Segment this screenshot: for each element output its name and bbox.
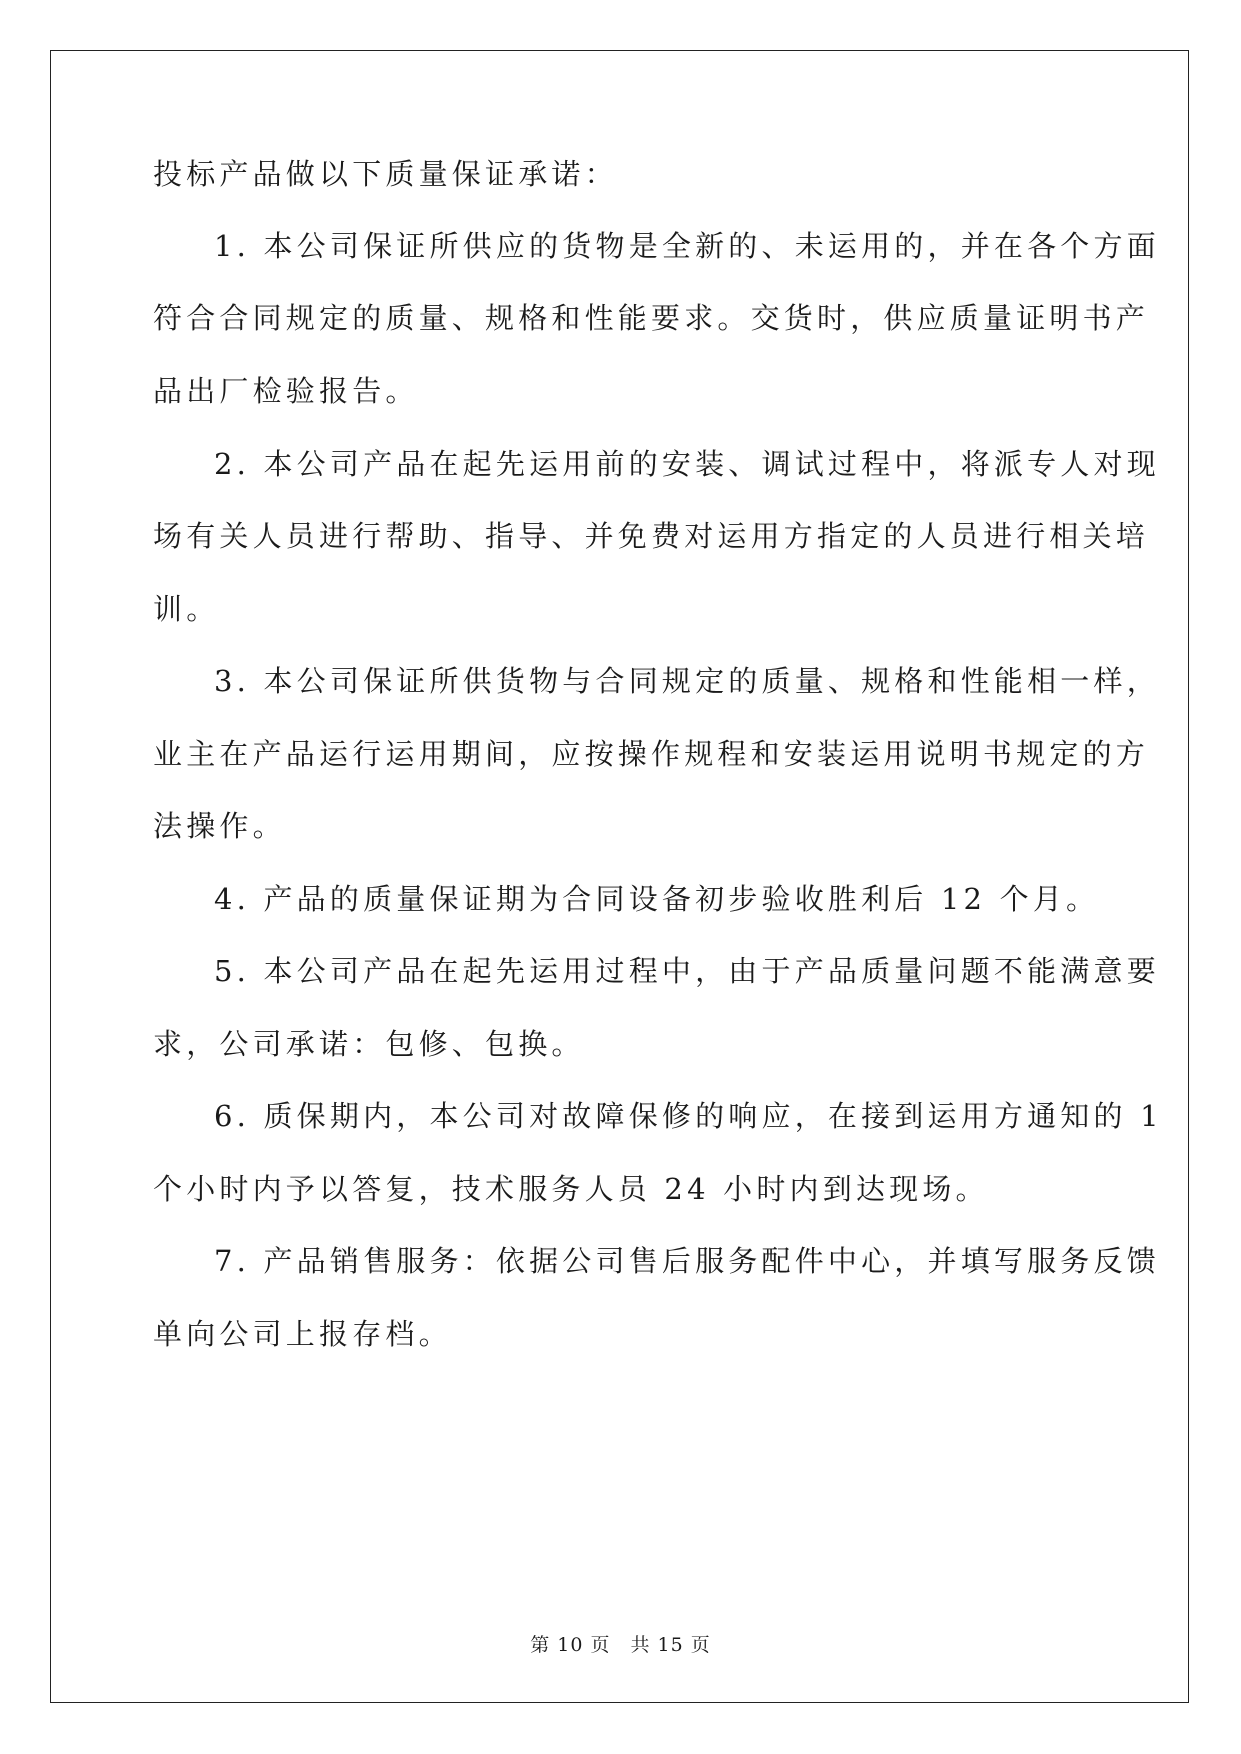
item-1-line-3: 品出厂检验报告。 xyxy=(153,374,419,408)
item-7-line-1: 7. 产品销售服务：依据公司售后服务配件中心，并填写服务反馈 xyxy=(214,1244,1160,1278)
item-1-line-1: 1. 本公司保证所供应的货物是全新的、未运用的，并在各个方面 xyxy=(214,229,1160,263)
item-6-line-2: 个小时内予以答复，技术服务人员 24 小时内到达现场。 xyxy=(153,1172,989,1206)
intro-line: 投标产品做以下质量保证承诺： xyxy=(153,157,618,191)
item-2-line-1: 2. 本公司产品在起先运用前的安装、调试过程中，将派专人对现 xyxy=(214,447,1160,481)
item-6-line-1: 6. 质保期内，本公司对故障保修的响应，在接到运用方通知的 1 xyxy=(214,1099,1163,1133)
item-1-line-2: 符合合同规定的质量、规格和性能要求。交货时，供应质量证明书产 xyxy=(153,301,1150,335)
page-number: 第 10 页 共 15 页 xyxy=(530,1634,711,1656)
item-5-line-2: 求，公司承诺：包修、包换。 xyxy=(153,1027,585,1061)
item-5-line-1: 5. 本公司产品在起先运用过程中，由于产品质量问题不能满意要 xyxy=(214,954,1160,988)
item-7-line-2: 单向公司上报存档。 xyxy=(153,1317,452,1351)
page-border xyxy=(50,50,1189,1703)
item-3-line-2: 业主在产品运行运用期间，应按操作规程和安装运用说明书规定的方 xyxy=(153,737,1150,771)
item-3-line-3: 法操作。 xyxy=(153,809,286,843)
item-2-line-2: 场有关人员进行帮助、指导、并免费对运用方指定的人员进行相关培 xyxy=(153,519,1150,553)
item-2-line-3: 训。 xyxy=(153,592,220,626)
item-3-line-1: 3. 本公司保证所供货物与合同规定的质量、规格和性能相一样， xyxy=(214,664,1160,698)
item-4-line-1: 4. 产品的质量保证期为合同设备初步验收胜利后 12 个月。 xyxy=(214,882,1100,916)
